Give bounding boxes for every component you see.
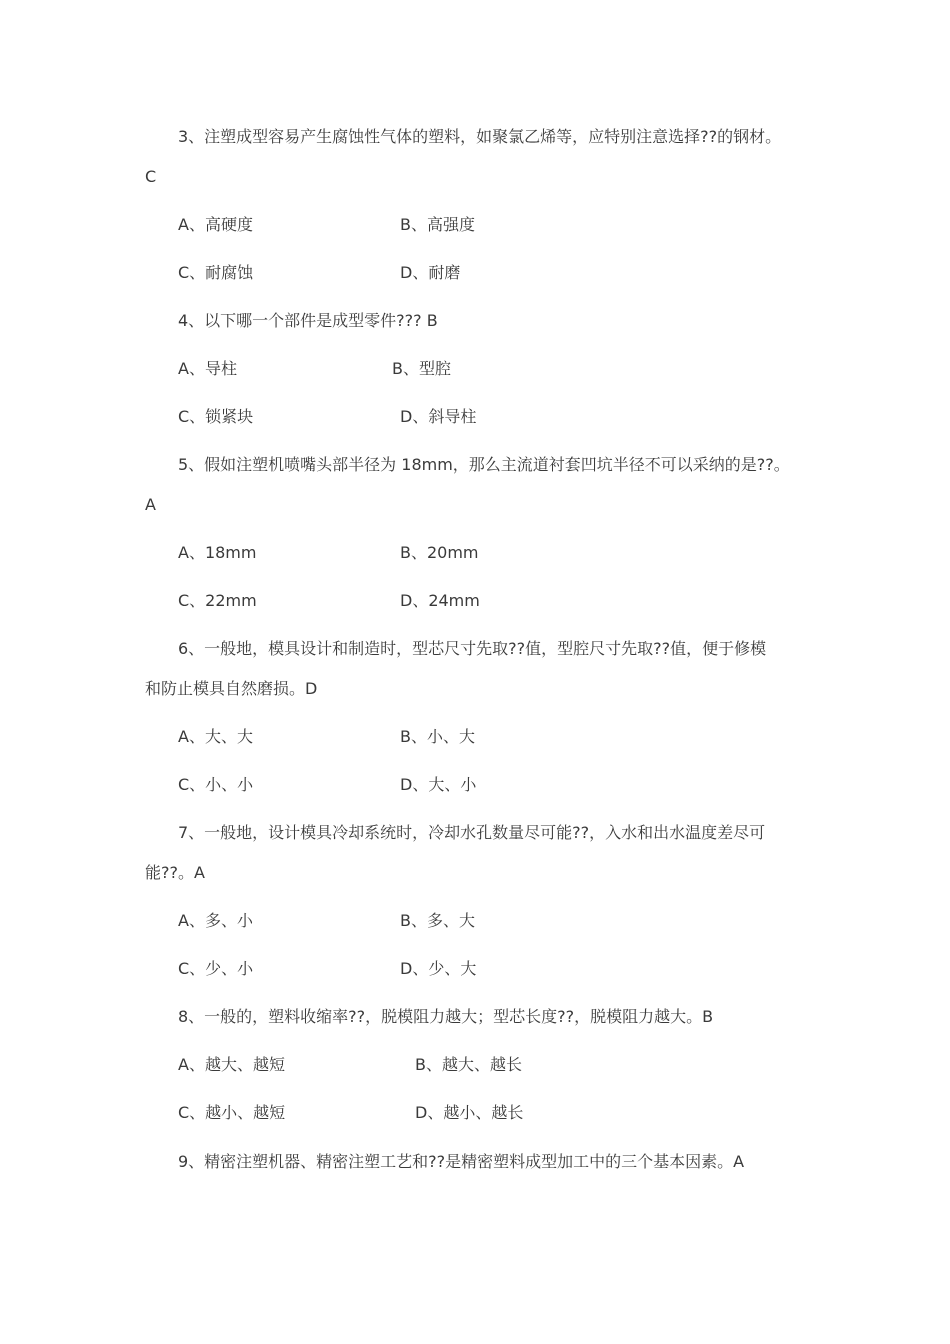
question-8-option-c: C、越小、越短 [178, 1103, 286, 1122]
question-8-option-b: B、越大、越长 [415, 1055, 522, 1074]
question-5-option-d: D、24mm [400, 591, 480, 610]
question-5-text: 5、假如注塑机喷嘴头部半径为 18mm，那么主流道衬套凹坑半径不可以采纳的是??。 [178, 455, 790, 474]
question-6-option-c: C、小、小 [178, 775, 254, 794]
question-5-option-c: C、22mm [178, 591, 257, 610]
question-8-text: 8、一般的，塑料收缩率??，脱模阻力越大；型芯长度??，脱模阻力越大。B [178, 1007, 714, 1026]
question-4-text: 4、以下哪一个部件是成型零件??? B [178, 311, 438, 330]
question-6-option-b: B、小、大 [400, 727, 475, 746]
question-5-answer: A [145, 495, 156, 514]
question-4-option-b: B、型腔 [392, 359, 451, 378]
question-7-text: 7、一般地，设计模具冷却系统时，冷却水孔数量尽可能??，入水和出水温度差尽可 [178, 823, 766, 842]
question-8-option-a: A、越大、越短 [178, 1055, 285, 1074]
question-7-option-b: B、多、大 [400, 911, 475, 930]
question-6-option-d: D、大、小 [400, 775, 477, 794]
question-3-option-c: C、耐腐蚀 [178, 263, 254, 282]
question-7-option-c: C、少、小 [178, 959, 254, 978]
question-7-option-a: A、多、小 [178, 911, 253, 930]
question-3-answer: C [145, 167, 157, 186]
question-6-text: 6、一般地，模具设计和制造时，型芯尺寸先取??值，型腔尺寸先取??值，便于修模 [178, 639, 767, 658]
question-3-text: 3、注塑成型容易产生腐蚀性气体的塑料，如聚氯乙烯等，应特别注意选择??的钢材。 [178, 127, 782, 146]
question-6-option-a: A、大、大 [178, 727, 253, 746]
question-3-option-a: A、高硬度 [178, 215, 253, 234]
question-8-option-d: D、越小、越长 [415, 1103, 524, 1122]
question-3-option-b: B、高强度 [400, 215, 475, 234]
question-9-text: 9、精密注塑机器、精密注塑工艺和??是精密塑料成型加工中的三个基本因素。A [178, 1152, 745, 1171]
question-4-option-a: A、导柱 [178, 359, 237, 378]
question-6-text-cont: 和防止模具自然磨损。D [145, 679, 318, 698]
question-7-option-d: D、少、大 [400, 959, 477, 978]
question-7-text-cont: 能??。A [145, 863, 205, 882]
question-4-option-c: C、锁紧块 [178, 407, 254, 426]
question-3-option-d: D、耐磨 [400, 263, 461, 282]
question-5-option-a: A、18mm [178, 543, 257, 562]
question-5-option-b: B、20mm [400, 543, 479, 562]
question-4-option-d: D、斜导柱 [400, 407, 477, 426]
